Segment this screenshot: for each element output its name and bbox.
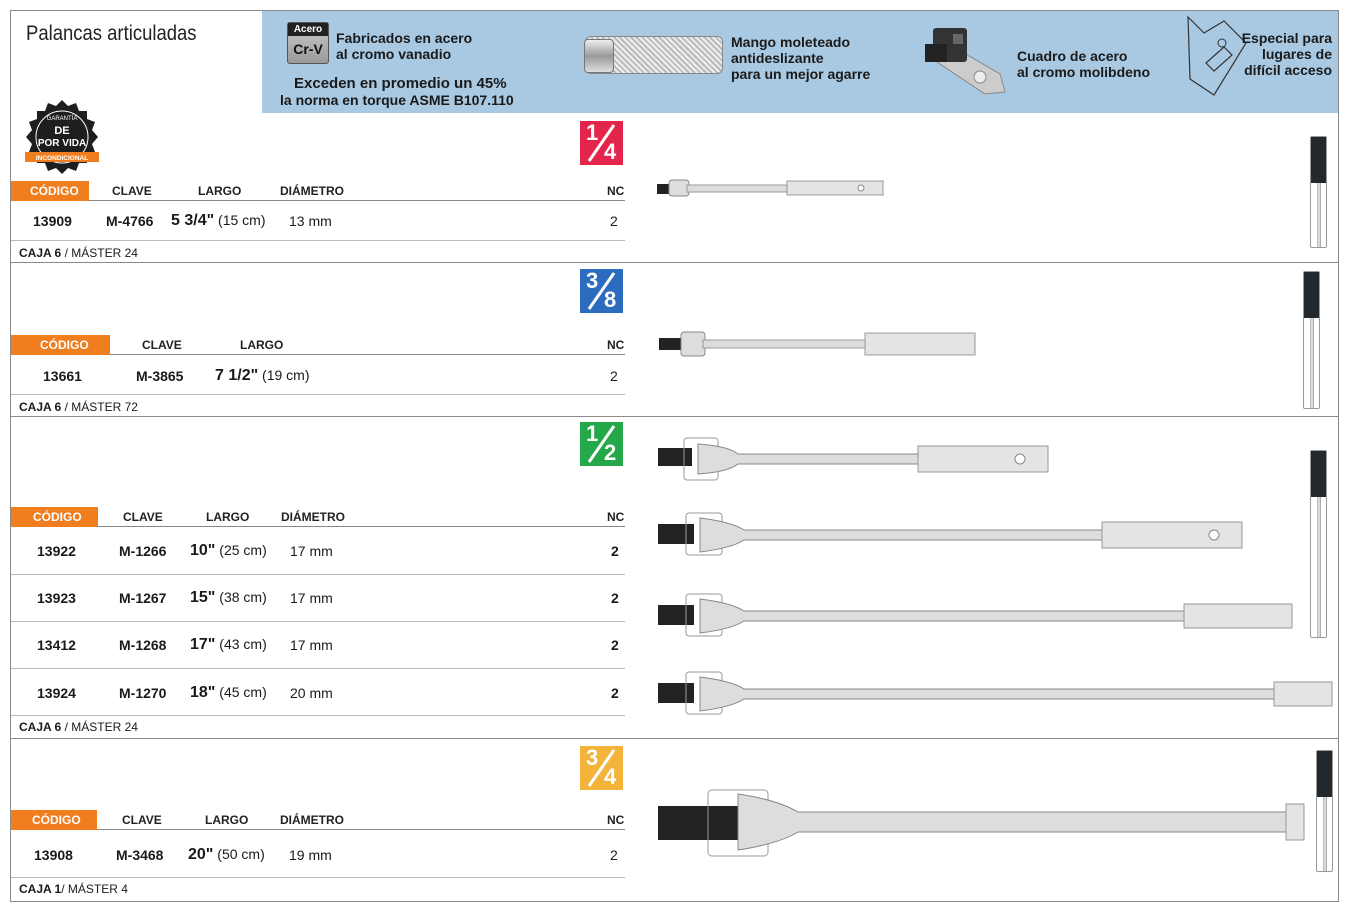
cell-nc: 2 bbox=[610, 213, 618, 229]
col-codigo: CÓDIGO bbox=[40, 338, 89, 352]
breaker-bar-15in-image bbox=[658, 510, 1246, 558]
breaker-bar-17in-image bbox=[658, 590, 1294, 640]
cell-nc: 2 bbox=[611, 543, 619, 559]
packaging-info bbox=[19, 882, 128, 896]
col-clave: CLAVE bbox=[112, 184, 152, 198]
knurled-handle-image bbox=[585, 36, 723, 74]
size-denominator: 8 bbox=[604, 287, 617, 312]
cell-nc: 2 bbox=[611, 590, 619, 606]
cell-largo-cm: (50 cm) bbox=[213, 846, 265, 862]
table-header bbox=[11, 507, 625, 527]
caja-rest: / MÁSTER 24 bbox=[61, 720, 138, 734]
col-largo: LARGO bbox=[240, 338, 284, 352]
col-clave: CLAVE bbox=[122, 813, 162, 827]
page-title: Palancas articuladas bbox=[26, 22, 197, 45]
cell-largo-in: 17" bbox=[190, 636, 216, 653]
cell-nc: 2 bbox=[611, 685, 619, 701]
torque-line-2: la norma en torque ASME B107.110 bbox=[280, 92, 514, 108]
col-largo: LARGO bbox=[198, 184, 242, 198]
seal-bottom-text: INCONDICIONAL bbox=[35, 155, 89, 162]
cell-codigo: 13909 bbox=[33, 213, 72, 229]
col-nc: NC bbox=[607, 338, 625, 352]
size-denominator: 2 bbox=[604, 440, 617, 465]
seal-line-2: POR VIDA bbox=[37, 138, 87, 149]
cell-clave: M-3865 bbox=[136, 368, 184, 384]
breaker-bar-10in-image bbox=[658, 436, 1053, 482]
torque-feature-text-2 bbox=[280, 92, 514, 108]
col-diametro: DIÁMETRO bbox=[280, 184, 344, 198]
size-badge-quarter bbox=[580, 121, 623, 165]
cell-clave: M-1267 bbox=[119, 590, 167, 606]
access-line-1: Especial para bbox=[1241, 30, 1332, 46]
cell-clave: M-1268 bbox=[119, 637, 167, 653]
breaker-bar-3-4-image bbox=[658, 784, 1308, 860]
torque-feature-text bbox=[294, 76, 507, 92]
col-clave: CLAVE bbox=[123, 510, 163, 524]
cell-largo-cm: (38 cm) bbox=[215, 589, 267, 605]
cell-clave: M-3468 bbox=[116, 847, 164, 863]
cell-codigo: 13412 bbox=[37, 637, 76, 653]
cell-nc: 2 bbox=[610, 368, 618, 384]
cell-largo-cm: (19 cm) bbox=[258, 367, 310, 383]
size-numerator: 1 bbox=[586, 421, 599, 446]
breaker-bar-1-4-image bbox=[657, 174, 887, 202]
cell-largo-in: 10" bbox=[190, 542, 216, 559]
square-feature-text bbox=[1017, 48, 1150, 80]
breaker-bar-18in-image bbox=[658, 668, 1334, 718]
access-line-2: lugares de bbox=[1261, 46, 1332, 62]
torque-line-1: Exceden en promedio un 45% bbox=[294, 75, 507, 92]
size-badge-three-eighths bbox=[580, 269, 623, 313]
cell-codigo: 13922 bbox=[37, 543, 76, 559]
cell-largo-cm: (25 cm) bbox=[215, 542, 267, 558]
package-image bbox=[1303, 271, 1320, 409]
cell-codigo: 13923 bbox=[37, 590, 76, 606]
breaker-bar-3-8-image bbox=[659, 328, 979, 362]
grip-line-3: para un mejor agarre bbox=[731, 66, 871, 82]
packaging-info bbox=[19, 246, 138, 260]
cell-largo-in: 5 3/4" bbox=[171, 212, 215, 229]
package-image bbox=[1310, 136, 1327, 248]
size-numerator: 3 bbox=[586, 268, 599, 293]
square-line-1: Cuadro de acero bbox=[1017, 48, 1128, 64]
crv-line-2: al cromo vanadio bbox=[336, 46, 452, 62]
col-largo: LARGO bbox=[206, 510, 250, 524]
cell-largo-in: 15" bbox=[190, 589, 216, 606]
crv-badge-top: Acero bbox=[288, 23, 328, 36]
col-largo: LARGO bbox=[205, 813, 249, 827]
size-numerator: 3 bbox=[586, 745, 599, 770]
cell-diametro: 19 mm bbox=[289, 847, 332, 863]
package-image bbox=[1310, 450, 1327, 638]
cell-codigo: 13924 bbox=[37, 685, 76, 701]
col-nc: NC bbox=[607, 813, 625, 827]
cell-largo-in: 18" bbox=[190, 684, 216, 701]
cell-diametro: 17 mm bbox=[290, 637, 333, 653]
packaging-info bbox=[19, 400, 138, 414]
crv-badge-bottom: Cr-V bbox=[293, 41, 323, 57]
grip-line-1: Mango moleteado bbox=[731, 34, 851, 50]
table-header bbox=[11, 335, 625, 355]
square-drive-image bbox=[925, 22, 1010, 98]
cell-largo-cm: (15 cm) bbox=[214, 212, 266, 228]
grip-line-2: antideslizante bbox=[731, 50, 824, 66]
size-badge-three-quarters bbox=[580, 746, 623, 790]
cell-codigo: 13661 bbox=[43, 368, 82, 384]
cell-diametro: 17 mm bbox=[290, 590, 333, 606]
caja-rest: / MÁSTER 72 bbox=[61, 400, 138, 414]
cell-codigo: 13908 bbox=[34, 847, 73, 863]
col-codigo: CÓDIGO bbox=[33, 510, 82, 524]
col-codigo: CÓDIGO bbox=[32, 813, 81, 827]
cell-largo-cm: (45 cm) bbox=[215, 684, 267, 700]
cell-clave: M-4766 bbox=[106, 213, 154, 229]
table-header bbox=[11, 181, 625, 201]
cell-diametro: 20 mm bbox=[290, 685, 333, 701]
cell-diametro: 13 mm bbox=[289, 213, 332, 229]
col-clave: CLAVE bbox=[142, 338, 182, 352]
size-denominator: 4 bbox=[604, 764, 617, 789]
caja-bold: CAJA 6 bbox=[19, 400, 62, 414]
packaging-info bbox=[19, 720, 138, 734]
cell-largo-in: 7 1/2" bbox=[215, 367, 259, 384]
size-badge-half bbox=[580, 422, 623, 466]
crv-feature-text bbox=[336, 30, 472, 62]
cell-nc: 2 bbox=[611, 637, 619, 653]
table-header bbox=[11, 810, 625, 830]
access-line-3: difícil acceso bbox=[1244, 62, 1332, 78]
grip-feature-text bbox=[731, 34, 870, 82]
col-diametro: DIÁMETRO bbox=[281, 510, 345, 524]
col-codigo: CÓDIGO bbox=[30, 184, 79, 198]
size-denominator: 4 bbox=[604, 139, 617, 164]
caja-bold: CAJA 6 bbox=[19, 720, 62, 734]
cell-nc: 2 bbox=[610, 847, 618, 863]
col-nc: NC bbox=[607, 510, 625, 524]
crv-line-1: Fabricados en acero bbox=[336, 30, 473, 46]
square-line-2: al cromo molibdeno bbox=[1017, 64, 1151, 80]
cell-clave: M-1270 bbox=[119, 685, 167, 701]
seal-top-text: GARANTÍA bbox=[46, 116, 78, 122]
seal-line-1: DE bbox=[54, 125, 70, 137]
crv-badge bbox=[287, 22, 329, 64]
access-feature-text bbox=[1240, 30, 1332, 78]
cell-largo-in: 20" bbox=[188, 846, 214, 863]
package-image bbox=[1316, 750, 1333, 872]
caja-bold: CAJA 6 bbox=[19, 246, 62, 260]
cell-largo-cm: (43 cm) bbox=[215, 636, 267, 652]
caja-rest: / MÁSTER 4 bbox=[61, 882, 128, 896]
cell-diametro: 17 mm bbox=[290, 543, 333, 559]
lifetime-guarantee-seal bbox=[25, 100, 99, 174]
cell-clave: M-1266 bbox=[119, 543, 167, 559]
col-diametro: DIÁMETRO bbox=[280, 813, 344, 827]
caja-rest: / MÁSTER 24 bbox=[61, 246, 138, 260]
size-numerator: 1 bbox=[586, 120, 599, 145]
caja-bold: CAJA 1 bbox=[19, 882, 62, 896]
col-nc: NC bbox=[607, 184, 625, 198]
